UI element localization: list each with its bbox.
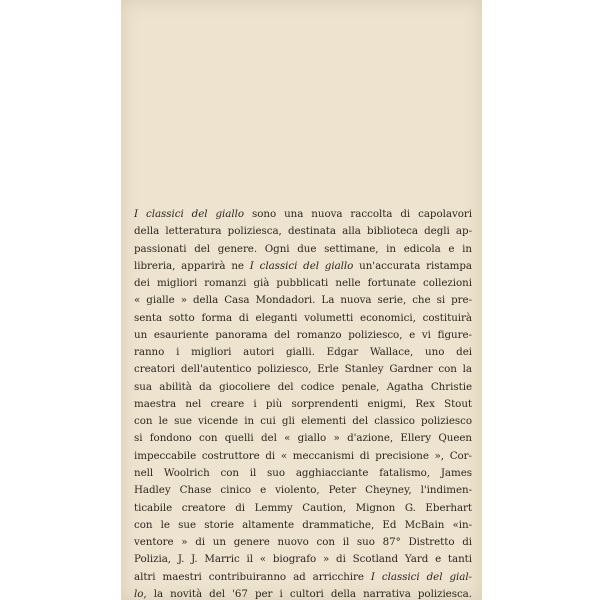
line-text: Hadley Chase cinico e violento, Peter Cheyney, l'indimen- — [134, 484, 472, 497]
blurb-paragraph — [134, 206, 472, 600]
line-text: si fondono con quelli del « giallo » d'azione, Ellery Queen — [134, 432, 472, 445]
text-line — [134, 413, 472, 430]
italic-title-text: I classici del gial- — [370, 570, 472, 583]
text-line — [134, 396, 472, 413]
line-text: impeccabile costruttore di « meccanismi di precisione », Cor- — [134, 449, 472, 462]
line-text: libreria, apparirà ne — [134, 259, 250, 272]
line-text: della letteratura poliziesca, destinata alla biblioteca degli ap- — [134, 225, 472, 238]
line-text: creatori dell'autentico poliziesco, Erle Stanley Gardner con la — [134, 363, 472, 376]
italic-title-text: I classici del giallo — [134, 208, 244, 220]
text-line — [134, 292, 472, 309]
text-line — [134, 275, 472, 292]
text-line — [134, 517, 472, 534]
text-line — [134, 482, 472, 499]
line-text: nell Woolrich con il suo agghiacciante fatalismo, James — [134, 466, 472, 479]
line-text: passionati del genere. Ogni due settimane, in edicola e in — [134, 242, 472, 255]
line-text: un esauriente panorama del romanzo poliziesco, e vi figure- — [134, 328, 472, 341]
italic-title-text: lo — [134, 587, 144, 600]
text-line — [134, 344, 472, 361]
line-text: un'accurata ristampa — [353, 259, 472, 272]
italic-title-text: I classici del giallo — [249, 259, 354, 272]
line-text: altri maestri contribuiranno ad arricchire — [134, 570, 371, 583]
text-line — [134, 569, 472, 586]
text-line — [134, 206, 472, 223]
text-line — [134, 258, 472, 275]
line-text: sua abilità da giocoliere del codice penale, Agatha Christie — [134, 380, 472, 393]
text-line — [134, 500, 472, 517]
text-line — [134, 379, 472, 396]
text-line — [134, 551, 472, 568]
line-text: « gialle » della Casa Mondadori. La nuova serie, che si pre- — [134, 294, 472, 307]
text-line — [134, 361, 472, 378]
book-page — [121, 0, 482, 600]
line-text: senta sotto forma di eleganti volumetti economici, costituirà — [134, 311, 472, 324]
line-text: , la novità del '67 per i cultori della narrativa poliziesca. — [143, 587, 472, 600]
line-text: ranno i migliori autori gialli. Edgar Wallace, uno dei — [134, 346, 472, 359]
text-line — [134, 586, 472, 600]
text-line — [134, 223, 472, 240]
text-line — [134, 448, 472, 465]
line-text: con le sue storie altamente drammatiche, Ed McBain «in- — [134, 518, 472, 531]
line-text: ticabile creatore di Lemmy Caution, Mignon G. Eberhart — [134, 501, 472, 514]
line-text: maestra nel creare i più sorprendenti enigmi, Rex Stout — [134, 397, 472, 410]
line-text: Polizia, J. J. Marric il « biografo » di Scotland Yard e tanti — [134, 553, 472, 566]
text-line — [134, 310, 472, 327]
line-text: sono una nuova raccolta di capolavori — [244, 208, 472, 220]
text-line — [134, 327, 472, 344]
text-line — [134, 534, 472, 551]
line-text: dei migliori romanzi già pubblicati nelle fortunate collezioni — [134, 277, 472, 290]
text-line — [134, 430, 472, 447]
text-line — [134, 465, 472, 482]
line-text: ventore » di un genere nuovo con il suo 87° Distretto di — [134, 536, 472, 549]
text-line — [134, 241, 472, 258]
line-text: con le sue vicende in cui gli elementi del classico poliziesco — [134, 415, 472, 428]
